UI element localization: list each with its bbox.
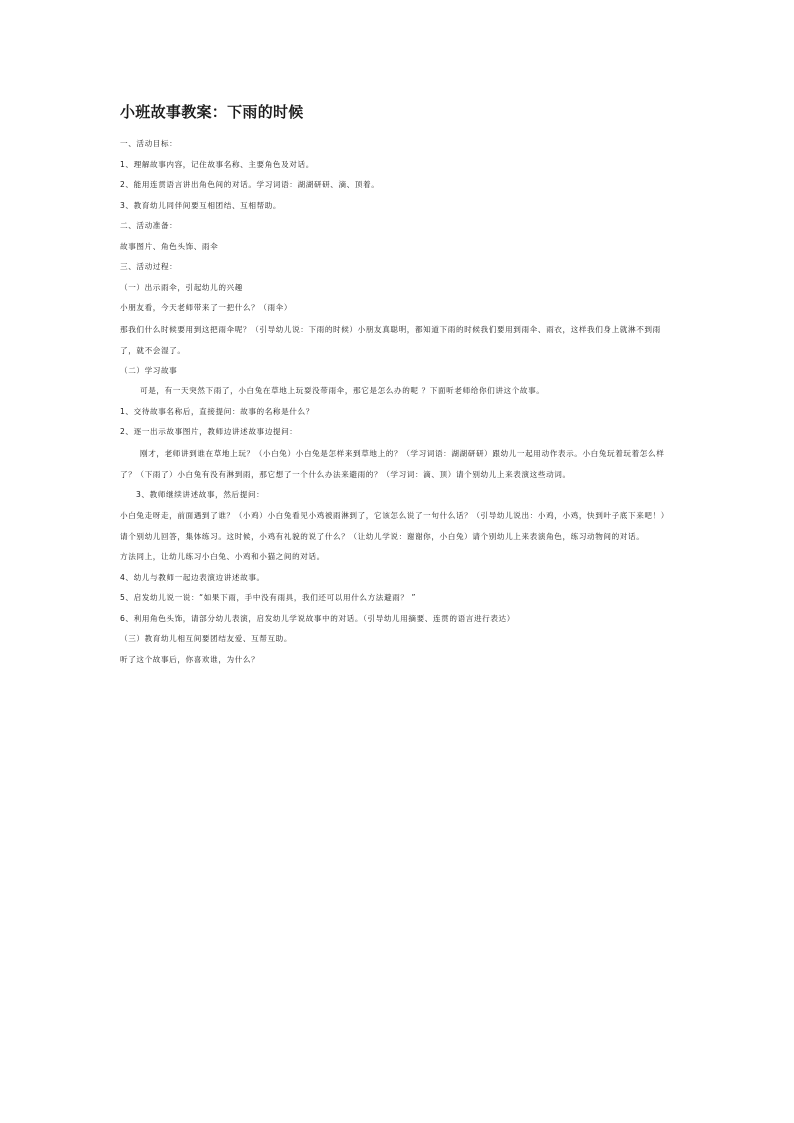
process-step-1-heading: （一）出示雨伞，引起幼儿的兴趣 [120,282,243,292]
section-heading-goals: 一、活动目标： [120,139,178,148]
process-step-2-heading: （二）学习故事 [120,365,178,375]
paragraph: 方法同上，让幼儿练习小白兔、小鸡和小猫之间的对话。 [120,552,325,561]
goal-item-1: 1、理解故事内容，记住故事名称、主要角色及对话。 [120,159,314,169]
preparation-items: 故事图片、角色头饰、雨伞 [120,241,219,251]
paragraph: 小白兔走呀走，前面遇到了谁？（小鸡）小白兔看见小鸡被雨淋到了，它该怎么说了一句什么话？（引导幼儿说出：小鸡，小鸡，快到叶子底下来吧！）请个别幼儿回答，集体练习。这时候，小鸡有礼貌的说了什么？（让幼儿学说：谢谢你，小白兔）请个别幼儿上来表演角色，练习动物间的对话。 [120,511,666,541]
paragraph: 小朋友看，今天老师带来了一把什么？（雨伞） [120,303,293,312]
document-title: 小班故事教案：下雨的时候 [120,103,304,121]
list-item: 1、交待故事名称后，直接提问：故事的名称是什么？ [120,406,314,416]
list-item: 2、逐一出示故事图片，教师边讲述故事边提问： [120,427,298,436]
section-heading-process: 三、活动过程： [120,262,178,271]
section-heading-preparation: 二、活动准备： [120,221,178,230]
goal-item-2: 2、能用连贯语言讲出角色间的对话。学习词语：湖湖研研、滴、顶着。 [120,180,380,189]
list-item: 6、利用角色头饰，请部分幼儿表演，启发幼儿学说故事中的对话。（引导幼儿用摘要、连贯的语言进行表达） [120,613,515,623]
paragraph: 听了这个故事后，你喜欢谁，为什么？ [120,654,260,664]
list-item: 4、幼儿与教师一起边表演边讲述故事。 [120,572,265,582]
process-step-3-heading: （三）教育幼儿相互间要团结友爱、互帮互助。 [120,634,293,643]
goal-item-3: 3、教育幼儿同伴间要互相团结、互相帮助。 [120,200,282,210]
paragraph: 那我们什么时候要用到这把雨伞呢？（引导幼儿说：下雨的时候）小朋友真聪明，都知道下雨的时候我们要用到雨伞、雨衣，这样我们身上就淋不到雨了，就不会湿了。 [120,324,661,355]
paragraph: 刚才，老师讲到谁在草地上玩？（小白兔）小白兔是怎样来到草地上的？（学习词语：湖湖研研）跟幼儿一起用动作表示。小白兔玩着玩着怎么样了？（下雨了）小白兔有没有淋到雨，那它想了一个什么办法来避雨的？（学习词：滴、顶）请个别幼儿上来表演这些动词。 [120,448,665,479]
paragraph: 可是，有一天突然下雨了，小白兔在草地上玩耍没带雨伞，那它是怎么办的呢 ？下面听老师给你们讲这个故事。 [140,386,545,395]
list-item: 5、启发幼儿说一说：“如果下雨，手中没有雨具，我们还可以用什么方法避雨？ ” [120,593,417,602]
list-item: 3、教师继续讲述故事，然后提问： [136,489,265,499]
document-page [120,103,668,670]
